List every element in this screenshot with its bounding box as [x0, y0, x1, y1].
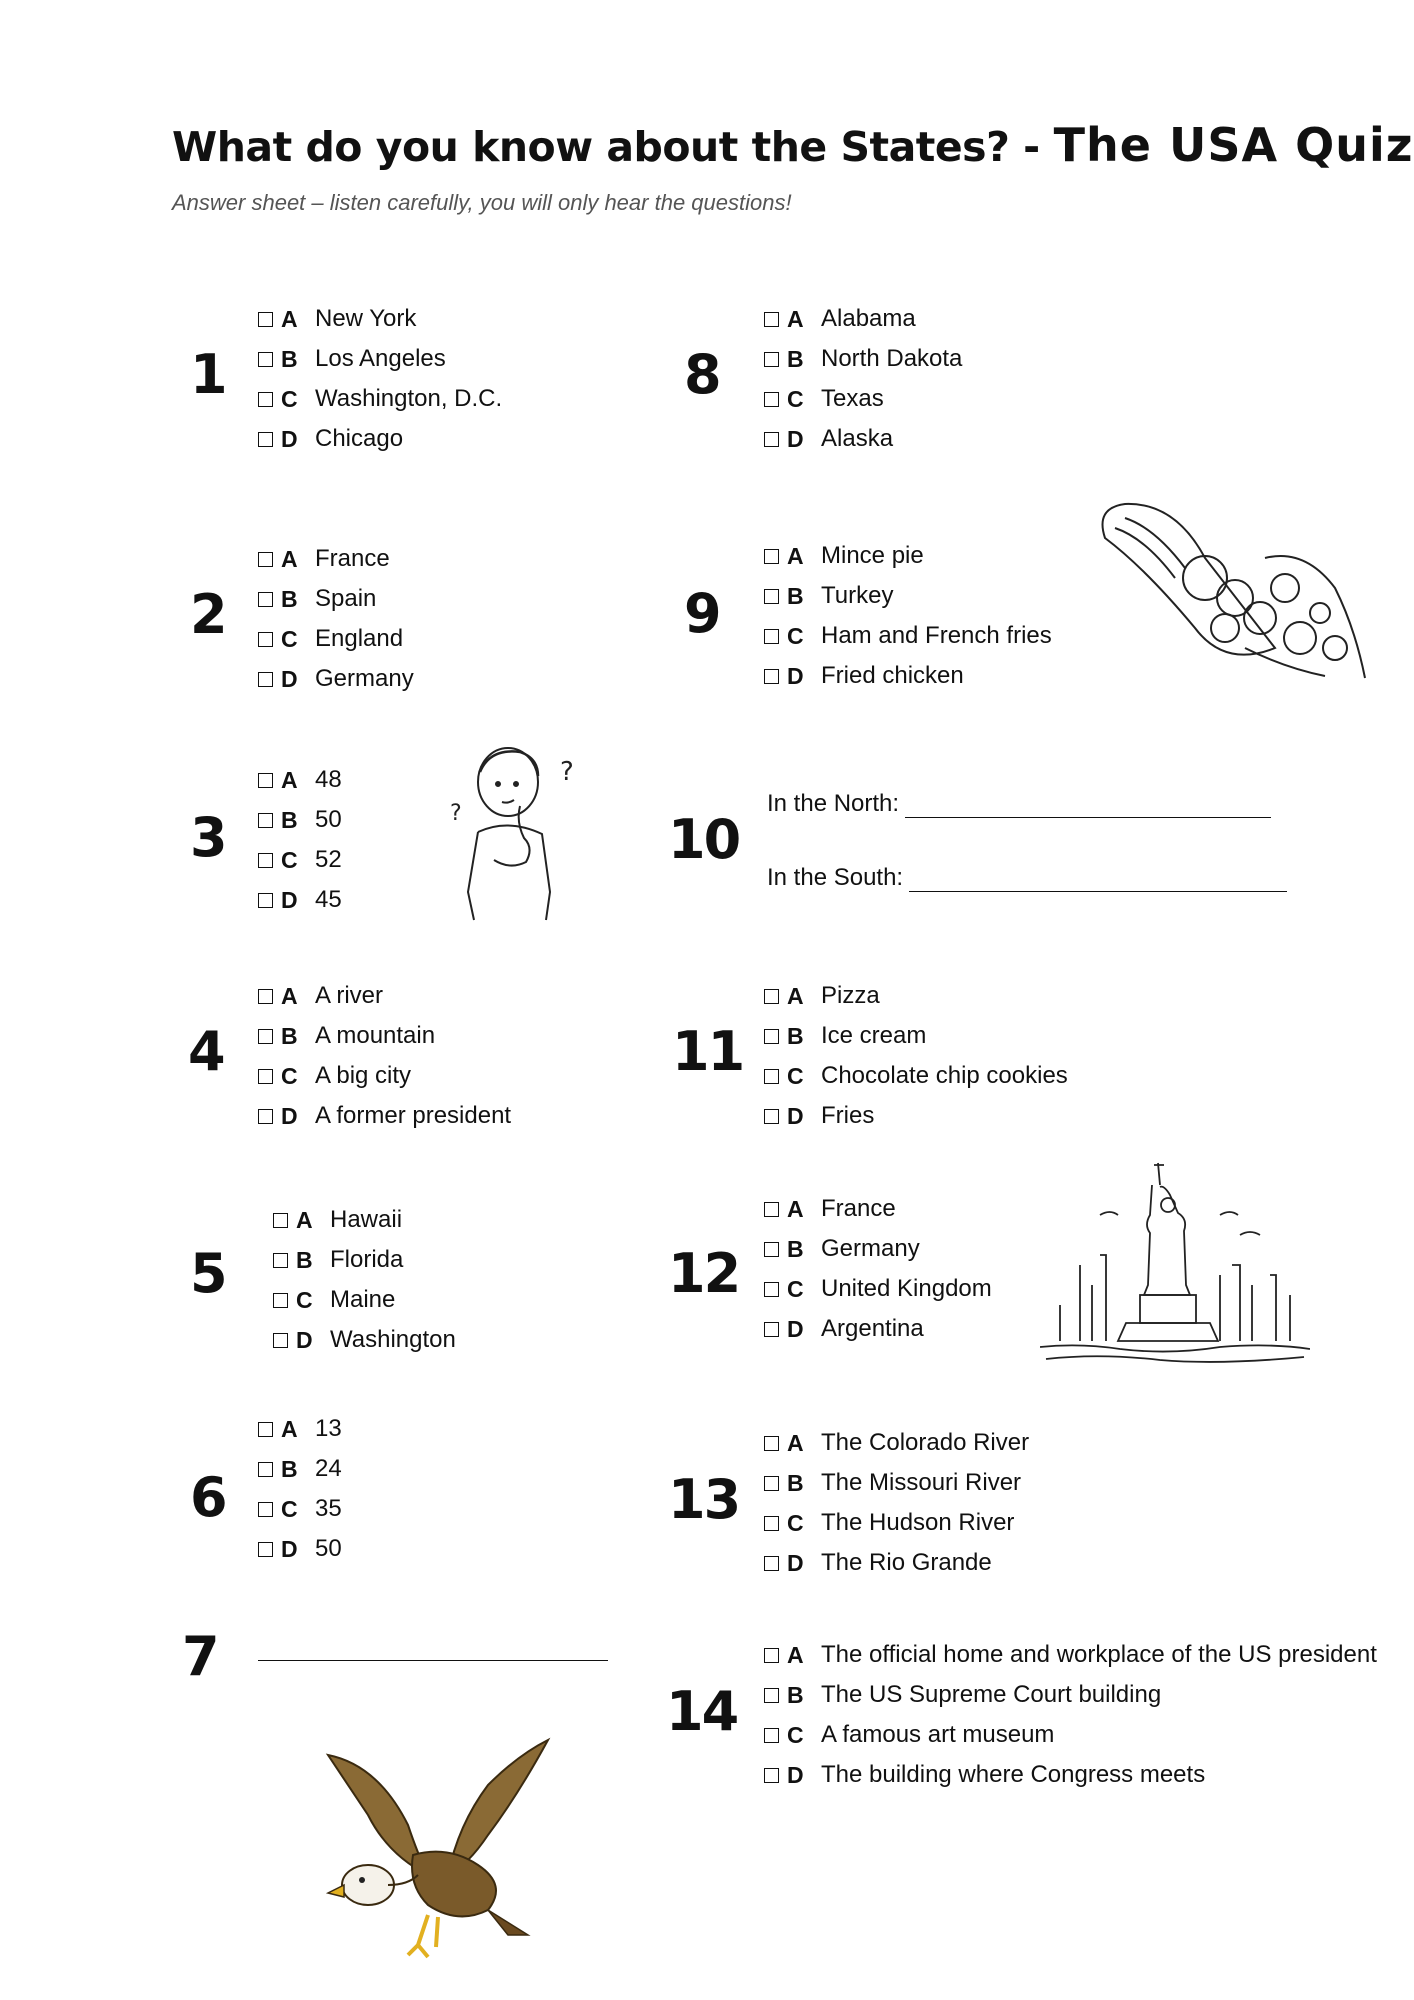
- checkbox[interactable]: [258, 989, 273, 1004]
- checkbox[interactable]: [764, 669, 779, 684]
- checkbox[interactable]: [273, 1213, 288, 1228]
- checkbox[interactable]: [258, 1462, 273, 1477]
- answer-option[interactable]: [273, 1280, 456, 1320]
- checkbox[interactable]: [764, 549, 779, 564]
- option-text: 13: [315, 1415, 342, 1442]
- north-label: In the North:: [767, 790, 900, 817]
- options-list: [273, 1200, 456, 1360]
- thinking-boy-icon: [450, 742, 590, 922]
- options-list: [764, 976, 1068, 1136]
- options-list: [764, 1189, 992, 1349]
- option-letter: A: [281, 1415, 298, 1442]
- option-letter: D: [787, 425, 804, 452]
- option-letter: A: [787, 1195, 804, 1222]
- option-letter: C: [787, 1062, 804, 1089]
- answer-option[interactable]: [764, 1016, 1068, 1056]
- option-text: England: [315, 625, 404, 652]
- checkbox[interactable]: [764, 1728, 779, 1743]
- option-letter: A: [281, 545, 298, 572]
- answer-option[interactable]: [258, 1529, 342, 1569]
- answer-option[interactable]: [273, 1240, 456, 1280]
- checkbox[interactable]: [258, 312, 273, 327]
- question-number: 9: [684, 582, 720, 645]
- option-letter: A: [787, 542, 804, 569]
- option-letter: C: [281, 846, 298, 873]
- option-text: A former president: [315, 1102, 512, 1129]
- option-letter: D: [281, 665, 298, 692]
- option-letter: B: [281, 1455, 298, 1482]
- answer-option[interactable]: [764, 299, 962, 339]
- option-text: 35: [315, 1495, 342, 1522]
- title-text: What do you know about the States? -: [172, 123, 1040, 171]
- option-letter: A: [281, 982, 298, 1009]
- answer-option[interactable]: [764, 656, 1052, 696]
- option-letter: C: [281, 625, 298, 652]
- answer-option[interactable]: [258, 976, 511, 1016]
- answer-option[interactable]: [764, 1715, 1377, 1755]
- checkbox[interactable]: [258, 1502, 273, 1517]
- answer-option[interactable]: [764, 339, 962, 379]
- question-number: 7: [182, 1625, 218, 1688]
- option-text: France: [315, 545, 390, 572]
- option-letter: C: [787, 1721, 804, 1748]
- option-text: Los Angeles: [315, 345, 446, 372]
- option-text: Pizza: [821, 982, 880, 1009]
- option-letter: C: [281, 1062, 298, 1089]
- checkbox[interactable]: [764, 1322, 779, 1337]
- checkbox[interactable]: [258, 432, 273, 447]
- option-text: Ice cream: [821, 1022, 927, 1049]
- answer-option[interactable]: [764, 1269, 992, 1309]
- checkbox[interactable]: [258, 352, 273, 367]
- south-blank-line[interactable]: [909, 869, 1287, 892]
- option-letter: A: [281, 305, 298, 332]
- checkbox[interactable]: [764, 1242, 779, 1257]
- checkbox[interactable]: [764, 1069, 779, 1084]
- question-number: 2: [190, 583, 226, 646]
- options-list: [764, 1423, 1029, 1583]
- page-title: [172, 118, 1414, 172]
- checkbox[interactable]: [764, 1768, 779, 1783]
- option-text: 52: [315, 846, 342, 873]
- answer-option[interactable]: [764, 419, 962, 459]
- option-letter: D: [787, 662, 804, 689]
- checkbox[interactable]: [764, 1282, 779, 1297]
- checkbox[interactable]: [764, 989, 779, 1004]
- answer-option[interactable]: [764, 576, 1052, 616]
- answer-option[interactable]: [258, 579, 414, 619]
- question-number: 3: [190, 806, 226, 869]
- title-brand: The USA Quiz: [1053, 118, 1414, 172]
- option-text: France: [821, 1195, 896, 1222]
- south-answer-row: [767, 864, 1287, 892]
- option-letter: A: [281, 766, 298, 793]
- answer-option[interactable]: [258, 1449, 342, 1489]
- answer-option[interactable]: [764, 1096, 1068, 1136]
- option-text: The Colorado River: [821, 1429, 1030, 1456]
- option-text: The official home and workplace of the US president: [821, 1641, 1377, 1668]
- option-text: Spain: [315, 585, 377, 612]
- option-letter: A: [787, 1429, 804, 1456]
- option-letter: A: [787, 305, 804, 332]
- answer-option[interactable]: [764, 1755, 1377, 1795]
- checkbox[interactable]: [764, 1029, 779, 1044]
- option-letter: D: [787, 1549, 804, 1576]
- checkbox[interactable]: [764, 352, 779, 367]
- options-list: [764, 536, 1052, 696]
- option-text: Washington, D.C.: [315, 385, 503, 412]
- option-text: Alabama: [821, 305, 916, 332]
- option-letter: B: [281, 345, 298, 372]
- question-number: 5: [190, 1242, 226, 1305]
- option-text: Argentina: [821, 1315, 924, 1342]
- option-text: A famous art museum: [821, 1721, 1055, 1748]
- option-letter: B: [787, 1235, 804, 1262]
- south-label: In the South:: [767, 864, 904, 891]
- checkbox[interactable]: [273, 1333, 288, 1348]
- option-letter: D: [281, 1102, 298, 1129]
- option-letter: B: [787, 1022, 804, 1049]
- checkbox[interactable]: [764, 432, 779, 447]
- checkbox[interactable]: [258, 392, 273, 407]
- option-text: Hawaii: [330, 1206, 403, 1233]
- option-letter: D: [787, 1102, 804, 1129]
- option-letter: B: [281, 585, 298, 612]
- checkbox[interactable]: [764, 1202, 779, 1217]
- answer-option[interactable]: [273, 1200, 456, 1240]
- answer-option[interactable]: [258, 1016, 511, 1056]
- checkbox[interactable]: [258, 552, 273, 567]
- answer-option[interactable]: [258, 760, 342, 800]
- option-text: The building where Congress meets: [821, 1761, 1206, 1788]
- question-number: 10: [668, 808, 740, 871]
- north-answer-row: [767, 790, 1271, 818]
- answer-option[interactable]: [258, 880, 342, 920]
- option-text: Turkey: [821, 582, 894, 609]
- checkbox[interactable]: [764, 1648, 779, 1663]
- options-list: [258, 760, 342, 920]
- answer-option[interactable]: [764, 1463, 1029, 1503]
- option-letter: C: [787, 1509, 804, 1536]
- answer-option[interactable]: [258, 1096, 511, 1136]
- option-text: New York: [315, 305, 417, 332]
- option-letter: C: [281, 385, 298, 412]
- option-letter: B: [787, 1469, 804, 1496]
- answer-option[interactable]: [764, 1056, 1068, 1096]
- checkbox[interactable]: [764, 1688, 779, 1703]
- checkbox[interactable]: [258, 592, 273, 607]
- checkbox[interactable]: [273, 1293, 288, 1308]
- option-text: Chocolate chip cookies: [821, 1062, 1068, 1089]
- bald-eagle-icon: [318, 1735, 558, 1965]
- option-letter: A: [787, 982, 804, 1009]
- answer-option[interactable]: [258, 1409, 342, 1449]
- answer-option[interactable]: [764, 1675, 1377, 1715]
- option-letter: C: [787, 1275, 804, 1302]
- answer-option[interactable]: [764, 976, 1068, 1016]
- north-blank-line[interactable]: [905, 795, 1271, 818]
- answer-option[interactable]: [258, 1056, 511, 1096]
- checkbox[interactable]: [258, 1422, 273, 1437]
- answer-option[interactable]: [764, 1503, 1029, 1543]
- question-number: 1: [190, 343, 226, 406]
- checkbox[interactable]: [258, 632, 273, 647]
- answer-option[interactable]: [764, 1423, 1029, 1463]
- option-text: 45: [315, 886, 342, 913]
- checkbox[interactable]: [258, 672, 273, 687]
- checkbox[interactable]: [258, 1542, 273, 1557]
- option-letter: B: [787, 1681, 804, 1708]
- option-letter: B: [281, 806, 298, 833]
- subtitle: Answer sheet – listen carefully, you will only hear the questions!: [172, 190, 792, 215]
- option-text: Maine: [330, 1286, 396, 1313]
- option-text: Mince pie: [821, 542, 924, 569]
- option-text: North Dakota: [821, 345, 963, 372]
- option-text: The Rio Grande: [821, 1549, 992, 1576]
- option-text: Fried chicken: [821, 662, 964, 689]
- question-number: 11: [672, 1020, 744, 1083]
- option-letter: B: [296, 1246, 313, 1273]
- checkbox[interactable]: [764, 1109, 779, 1124]
- option-text: Florida: [330, 1246, 404, 1273]
- option-text: A big city: [315, 1062, 412, 1089]
- option-text: 24: [315, 1455, 342, 1482]
- options-list: [764, 1635, 1377, 1795]
- answer-option[interactable]: [258, 379, 502, 419]
- option-letter: D: [787, 1315, 804, 1342]
- answer-option[interactable]: [764, 1309, 992, 1349]
- option-text: Alaska: [821, 425, 894, 452]
- question-number: 12: [668, 1242, 740, 1305]
- option-letter: A: [296, 1206, 313, 1233]
- option-letter: A: [787, 1641, 804, 1668]
- checkbox[interactable]: [258, 1029, 273, 1044]
- answer-option[interactable]: [764, 1543, 1029, 1583]
- options-list: [258, 1409, 342, 1569]
- option-letter: C: [296, 1286, 313, 1313]
- answer-option[interactable]: [258, 659, 414, 699]
- checkbox[interactable]: [258, 853, 273, 868]
- option-text: The Hudson River: [821, 1509, 1015, 1536]
- option-text: Ham and French fries: [821, 622, 1052, 649]
- option-letter: B: [787, 345, 804, 372]
- option-text: Germany: [315, 665, 414, 692]
- answer-option[interactable]: [764, 536, 1052, 576]
- checkbox[interactable]: [273, 1253, 288, 1268]
- answer-option[interactable]: [258, 339, 502, 379]
- checkbox[interactable]: [258, 1069, 273, 1084]
- option-text: The Missouri River: [821, 1469, 1022, 1496]
- question-number: 14: [666, 1680, 738, 1743]
- checkbox[interactable]: [258, 893, 273, 908]
- cornucopia-icon: [1085, 498, 1375, 698]
- option-letter: D: [296, 1326, 313, 1353]
- answer-option[interactable]: [273, 1320, 456, 1360]
- option-text: Washington: [330, 1326, 456, 1353]
- option-text: Chicago: [315, 425, 404, 452]
- option-letter: C: [787, 622, 804, 649]
- option-text: 48: [315, 766, 342, 793]
- option-letter: D: [281, 886, 298, 913]
- options-list: [258, 539, 414, 699]
- option-letter: B: [281, 1022, 298, 1049]
- option-letter: C: [787, 385, 804, 412]
- checkbox[interactable]: [764, 1436, 779, 1451]
- option-text: 50: [315, 1535, 342, 1562]
- checkbox[interactable]: [764, 589, 779, 604]
- option-text: Texas: [821, 385, 884, 412]
- option-text: Germany: [821, 1235, 920, 1262]
- answer-option[interactable]: [764, 616, 1052, 656]
- answer-option[interactable]: [258, 539, 414, 579]
- answer-option[interactable]: [258, 619, 414, 659]
- checkbox[interactable]: [764, 392, 779, 407]
- checkbox[interactable]: [764, 629, 779, 644]
- options-list: [258, 976, 511, 1136]
- answer-blank-line[interactable]: [258, 1660, 608, 1661]
- option-letter: D: [787, 1761, 804, 1788]
- option-text: The US Supreme Court building: [821, 1681, 1162, 1708]
- option-text: A river: [315, 982, 384, 1009]
- checkbox[interactable]: [258, 1109, 273, 1124]
- answer-option[interactable]: [764, 379, 962, 419]
- checkbox[interactable]: [258, 813, 273, 828]
- option-text: A mountain: [315, 1022, 436, 1049]
- answer-option[interactable]: [764, 1189, 992, 1229]
- question-number: 13: [668, 1468, 740, 1531]
- option-letter: D: [281, 425, 298, 452]
- answer-option[interactable]: [258, 840, 342, 880]
- checkbox[interactable]: [764, 1476, 779, 1491]
- option-letter: C: [281, 1495, 298, 1522]
- question-number: 6: [190, 1466, 226, 1529]
- answer-option[interactable]: [258, 299, 502, 339]
- option-text: 50: [315, 806, 342, 833]
- answer-option[interactable]: [258, 1489, 342, 1529]
- answer-option[interactable]: [258, 419, 502, 459]
- answer-option[interactable]: [764, 1635, 1377, 1675]
- checkbox[interactable]: [764, 312, 779, 327]
- options-list: [764, 299, 962, 459]
- answer-option[interactable]: [764, 1229, 992, 1269]
- answer-option[interactable]: [258, 800, 342, 840]
- option-text: United Kingdom: [821, 1275, 992, 1302]
- checkbox[interactable]: [764, 1516, 779, 1531]
- checkbox[interactable]: [764, 1556, 779, 1571]
- svg-text:?: ?: [560, 757, 574, 787]
- checkbox[interactable]: [258, 773, 273, 788]
- option-text: Fries: [821, 1102, 875, 1129]
- options-list: [258, 299, 502, 459]
- question-number: 4: [188, 1020, 224, 1083]
- option-letter: B: [787, 582, 804, 609]
- statue-of-liberty-icon: [1040, 1155, 1310, 1365]
- option-letter: D: [281, 1535, 298, 1562]
- svg-text:?: ?: [450, 801, 462, 826]
- question-number: 8: [684, 343, 720, 406]
